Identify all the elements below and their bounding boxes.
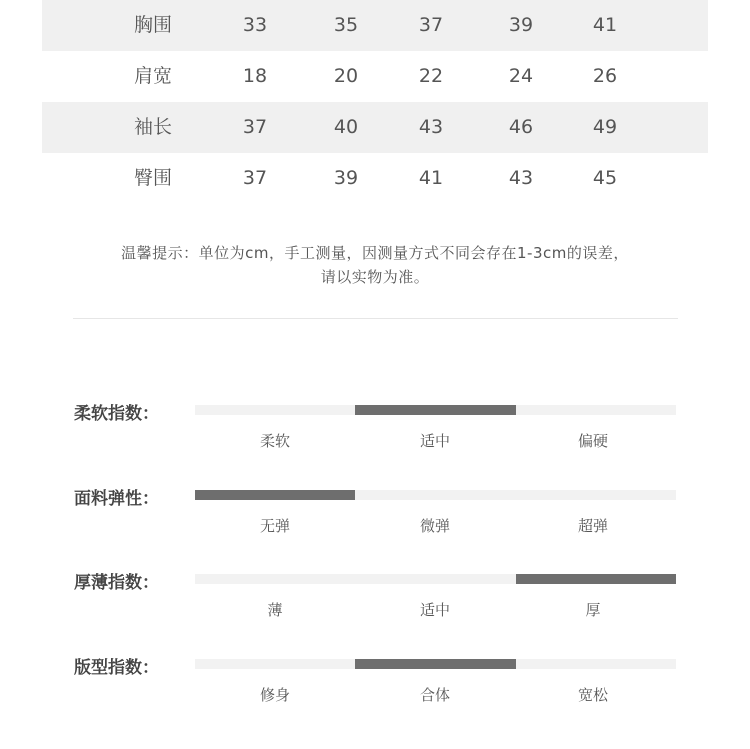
metric-option: 修身 — [259, 686, 291, 704]
metric-track — [195, 405, 676, 415]
measurement-note-line-1: 温馨提示：单位为cm，手工测量，因测量方式不同会存在1-3cm的误差， — [121, 244, 629, 262]
size-value: 41 — [418, 167, 444, 189]
row-label: 胸围 — [133, 14, 173, 36]
size-value: 43 — [508, 167, 534, 189]
metric-title: 厚薄指数： — [74, 573, 159, 593]
metric-indicator — [355, 659, 515, 669]
metric-option: 无弹 — [259, 517, 291, 535]
size-row-chest — [42, 0, 708, 51]
metric-track — [195, 659, 676, 669]
metric-title: 面料弹性： — [74, 489, 159, 509]
size-value: 20 — [333, 65, 359, 87]
metric-title: 版型指数： — [74, 658, 159, 678]
metric-option: 合体 — [419, 686, 451, 704]
metric-softness — [0, 404, 750, 470]
size-value: 40 — [333, 116, 359, 138]
size-value: 26 — [592, 65, 618, 87]
row-label: 肩宽 — [133, 65, 173, 87]
size-value: 35 — [333, 14, 359, 36]
size-value: 24 — [508, 65, 534, 87]
size-row-shoulder — [42, 51, 708, 102]
size-value: 18 — [242, 65, 268, 87]
row-label: 臀围 — [133, 167, 173, 189]
size-table — [42, 0, 708, 204]
size-row-hip — [42, 153, 708, 204]
size-value: 37 — [418, 14, 444, 36]
metric-indicator — [516, 574, 676, 584]
row-label: 袖长 — [133, 116, 173, 138]
metric-option: 适中 — [419, 601, 451, 619]
metric-track — [195, 490, 676, 500]
size-value: 37 — [242, 116, 268, 138]
size-value: 45 — [592, 167, 618, 189]
size-value: 39 — [508, 14, 534, 36]
size-value: 46 — [508, 116, 534, 138]
metric-option: 宽松 — [577, 686, 609, 704]
section-divider — [73, 318, 678, 319]
measurement-note-line-2: 请以实物为准。 — [320, 268, 430, 286]
size-value: 49 — [592, 116, 618, 138]
size-value: 43 — [418, 116, 444, 138]
metric-option: 微弹 — [419, 517, 451, 535]
metric-track — [195, 574, 676, 584]
metric-option: 偏硬 — [577, 432, 609, 450]
size-value: 33 — [242, 14, 268, 36]
metric-option: 柔软 — [259, 432, 291, 450]
metric-option: 适中 — [419, 432, 451, 450]
metric-indicator — [195, 490, 355, 500]
metric-option: 超弹 — [577, 517, 609, 535]
metric-option: 厚 — [585, 601, 601, 619]
size-value: 22 — [418, 65, 444, 87]
metric-title: 柔软指数： — [74, 404, 159, 424]
metric-elasticity — [0, 489, 750, 555]
size-value: 37 — [242, 167, 268, 189]
size-row-sleeve — [42, 102, 708, 153]
metric-thickness — [0, 573, 750, 639]
size-value: 39 — [333, 167, 359, 189]
size-value: 41 — [592, 14, 618, 36]
metric-fit — [0, 658, 750, 724]
metric-option: 薄 — [267, 601, 283, 619]
metric-indicator — [355, 405, 515, 415]
